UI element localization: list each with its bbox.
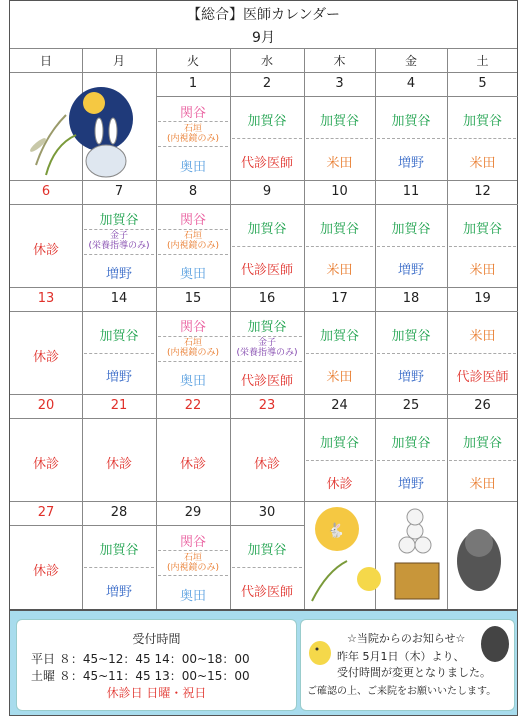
grid-line xyxy=(82,418,156,419)
notice-line1: 昨年 5月1日（木）より、 xyxy=(337,650,465,663)
date-number: 21 xyxy=(110,398,128,413)
date-number: 8 xyxy=(188,184,198,199)
cell-divider xyxy=(232,361,302,362)
hours-weekday: 平日 ８：45~12：45 14：00~18：00 xyxy=(31,652,250,666)
grid-line xyxy=(447,96,518,97)
cell-divider xyxy=(232,138,302,139)
cell-divider xyxy=(158,254,228,255)
doctor-name: 増野 xyxy=(105,267,132,283)
grid-line xyxy=(230,96,304,97)
weekday-header: 金 xyxy=(404,54,417,68)
grid-line xyxy=(10,418,82,419)
grid-line xyxy=(304,311,375,312)
doctor-name: 米田 xyxy=(469,263,496,279)
grid-line xyxy=(304,204,375,205)
cell-divider xyxy=(377,138,445,139)
cell-divider xyxy=(232,246,302,247)
date-number: 22 xyxy=(184,398,202,413)
doctor-name: 加賀谷 xyxy=(462,435,502,451)
cell-divider xyxy=(377,460,445,461)
doctor-name: 加賀谷 xyxy=(99,543,139,558)
date-number: 5 xyxy=(478,76,487,91)
doctor-name: 増野 xyxy=(397,477,424,493)
grid-line xyxy=(82,311,156,312)
date-number: 15 xyxy=(184,291,202,306)
date-number: 4 xyxy=(406,76,416,91)
calendar-title: 【総合】医師カレンダー xyxy=(186,7,341,23)
grid-line xyxy=(375,96,447,97)
date-number: 10 xyxy=(331,184,348,199)
closed-label: 休診 xyxy=(105,456,132,472)
date-number: 2 xyxy=(262,76,272,91)
date-number: 16 xyxy=(258,291,276,306)
doctor-name: 増野 xyxy=(397,156,424,171)
date-number: 24 xyxy=(331,398,348,413)
weekday-header: 日 xyxy=(39,54,52,68)
grid-line xyxy=(156,96,230,97)
doctor-name: 関谷 xyxy=(179,213,206,229)
weekday-header: 水 xyxy=(260,54,273,68)
doctor-name: 米田 xyxy=(469,328,496,344)
cell-divider xyxy=(377,353,445,354)
cell-divider xyxy=(232,567,302,568)
calendar-month: 9月 xyxy=(252,30,275,46)
tsukimi-dango-illustration xyxy=(307,501,517,607)
cell-divider xyxy=(158,229,228,230)
date-number: 29 xyxy=(184,505,202,520)
doctor-name: 加賀谷 xyxy=(319,435,359,451)
svg-text:🐇: 🐇 xyxy=(327,523,345,539)
cell-divider xyxy=(84,567,154,568)
info-panel xyxy=(9,610,518,716)
cell-divider xyxy=(306,138,373,139)
grid-line xyxy=(230,525,304,526)
chick-icon xyxy=(307,636,333,666)
doctor-name: 関谷 xyxy=(179,105,206,121)
grid-line xyxy=(10,204,82,205)
doctor-name: 加賀谷 xyxy=(391,328,431,344)
grid-line xyxy=(304,418,375,419)
doctor-name: 金子 (栄養指導のみ) xyxy=(236,338,298,359)
grid-line xyxy=(156,204,230,205)
notice-line2: 受付時間が変更となりました。 xyxy=(337,666,491,679)
date-number: 12 xyxy=(474,184,491,199)
grid-line xyxy=(447,311,518,312)
closed-label: 休診 xyxy=(326,477,353,493)
doctor-name: 加賀谷 xyxy=(99,213,139,229)
cell-divider xyxy=(306,353,373,354)
doctor-name: 加賀谷 xyxy=(391,435,431,451)
date-number: 23 xyxy=(258,398,276,413)
notice-box xyxy=(300,619,515,711)
moon-rabbit-illustration xyxy=(16,75,156,179)
dog-icon xyxy=(479,624,511,664)
date-number: 7 xyxy=(114,184,124,199)
hours-closed: 休診日 日曜・祝日 xyxy=(106,686,207,700)
doctor-name: 加賀谷 xyxy=(247,221,287,237)
grid-line xyxy=(10,180,517,181)
doctor-name: 奥田 xyxy=(179,160,206,176)
weekday-header: 火 xyxy=(186,54,199,68)
doctor-name: 金子 (栄養指導のみ) xyxy=(88,231,150,252)
grid-line xyxy=(156,311,230,312)
doctor-name: 代診医師 xyxy=(456,370,509,386)
grid-line xyxy=(156,525,230,526)
hours-saturday: 土曜 ８：45~11：45 13：00~15：00 xyxy=(31,669,250,683)
notice-line3: ご確認の上、ご来院をお願いいたします。 xyxy=(307,686,497,697)
doctor-name: 加賀谷 xyxy=(319,114,359,129)
grid-line xyxy=(375,204,447,205)
date-number: 13 xyxy=(37,291,55,306)
doctor-name: 代診医師 xyxy=(240,374,293,390)
cell-divider xyxy=(158,550,228,551)
closed-label: 休診 xyxy=(32,564,59,579)
notice-title: ☆当院からのお知らせ☆ xyxy=(347,632,466,645)
doctor-name: 奥田 xyxy=(179,589,206,605)
grid-line xyxy=(10,48,517,49)
doctor-name: 加賀谷 xyxy=(319,328,359,344)
doctor-name: 加賀谷 xyxy=(462,114,502,129)
grid-line xyxy=(304,96,375,97)
cell-divider xyxy=(232,336,302,337)
grid-line xyxy=(10,287,517,288)
doctor-name: 増野 xyxy=(105,370,132,386)
date-number: 14 xyxy=(110,291,128,306)
grid-line xyxy=(230,204,304,205)
doctor-name: 米田 xyxy=(469,156,496,171)
grid-line xyxy=(230,311,304,312)
date-number: 25 xyxy=(402,398,420,413)
doctor-name: 加賀谷 xyxy=(99,328,139,344)
date-number: 9 xyxy=(262,184,272,199)
doctor-name: 米田 xyxy=(326,156,353,171)
grid-line xyxy=(375,311,447,312)
doctor-name: 加賀谷 xyxy=(247,114,287,129)
cell-divider xyxy=(158,575,228,576)
doctor-name: 加賀谷 xyxy=(247,320,287,336)
cell-divider xyxy=(449,353,516,354)
grid-line xyxy=(156,418,230,419)
doctor-name: 加賀谷 xyxy=(391,221,431,237)
date-number: 18 xyxy=(402,291,420,306)
cell-divider xyxy=(377,246,445,247)
grid-line xyxy=(82,204,156,205)
doctor-name: 奥田 xyxy=(179,374,206,390)
grid-line xyxy=(230,418,304,419)
weekday-header: 月 xyxy=(112,54,125,68)
date-number: 26 xyxy=(474,398,491,413)
closed-label: 休診 xyxy=(253,456,280,472)
doctor-name: 米田 xyxy=(326,263,353,279)
weekday-header: 木 xyxy=(333,54,346,68)
doctor-name: 加賀谷 xyxy=(247,543,287,558)
closed-label: 休診 xyxy=(32,242,59,258)
grid-line xyxy=(10,311,82,312)
calendar-table xyxy=(9,0,518,610)
closed-label: 休診 xyxy=(179,456,206,472)
doctor-name: 米田 xyxy=(326,370,353,386)
doctor-name: 増野 xyxy=(397,263,424,279)
date-number: 20 xyxy=(37,398,55,413)
doctor-name: 代診医師 xyxy=(240,585,293,600)
doctor-name: 石垣 (内視鏡のみ) xyxy=(166,123,220,144)
hours-box xyxy=(16,619,297,711)
cell-divider xyxy=(84,254,154,255)
doctor-name: 関谷 xyxy=(179,320,206,336)
doctor-name: 加賀谷 xyxy=(319,221,359,237)
grid-line xyxy=(447,418,518,419)
grid-line xyxy=(375,418,447,419)
cell-divider xyxy=(306,460,373,461)
weekday-header: 土 xyxy=(476,54,489,68)
doctor-name: 加賀谷 xyxy=(462,221,502,237)
date-number: 30 xyxy=(258,505,276,520)
cell-divider xyxy=(449,246,516,247)
doctor-name: 石垣 (内視鏡のみ) xyxy=(166,231,220,252)
doctor-name: 代診医師 xyxy=(240,263,293,279)
doctor-name: 増野 xyxy=(397,370,424,386)
date-number: 11 xyxy=(402,184,420,199)
cell-divider xyxy=(158,146,228,147)
cell-divider xyxy=(449,138,516,139)
date-number: 19 xyxy=(474,291,491,306)
doctor-name: 加賀谷 xyxy=(391,114,431,129)
cell-divider xyxy=(158,336,228,337)
doctor-name: 石垣 (内視鏡のみ) xyxy=(166,552,220,573)
grid-line xyxy=(10,394,517,395)
date-number: 28 xyxy=(110,505,128,520)
cell-divider xyxy=(84,353,154,354)
doctor-name: 関谷 xyxy=(179,534,206,550)
cell-divider xyxy=(84,229,154,230)
doctor-name: 代診医師 xyxy=(240,156,293,171)
date-number: 27 xyxy=(37,505,55,520)
doctor-name: 増野 xyxy=(105,585,132,600)
doctor-name: 石垣 (内視鏡のみ) xyxy=(166,338,220,359)
cell-divider xyxy=(158,121,228,122)
closed-label: 休診 xyxy=(32,456,59,472)
grid-line xyxy=(447,204,518,205)
date-number: 1 xyxy=(188,76,198,91)
closed-label: 休診 xyxy=(32,349,59,365)
cell-divider xyxy=(158,361,228,362)
grid-line xyxy=(10,72,517,73)
date-number: 17 xyxy=(331,291,348,306)
doctor-name: 米田 xyxy=(469,477,496,493)
grid-line xyxy=(10,525,82,526)
date-number: 6 xyxy=(41,184,51,199)
doctor-name: 奥田 xyxy=(179,267,206,283)
hours-title: 受付時間 xyxy=(132,632,181,646)
grid-line xyxy=(82,525,156,526)
cell-divider xyxy=(306,246,373,247)
cell-divider xyxy=(449,460,516,461)
date-number: 3 xyxy=(335,76,344,91)
